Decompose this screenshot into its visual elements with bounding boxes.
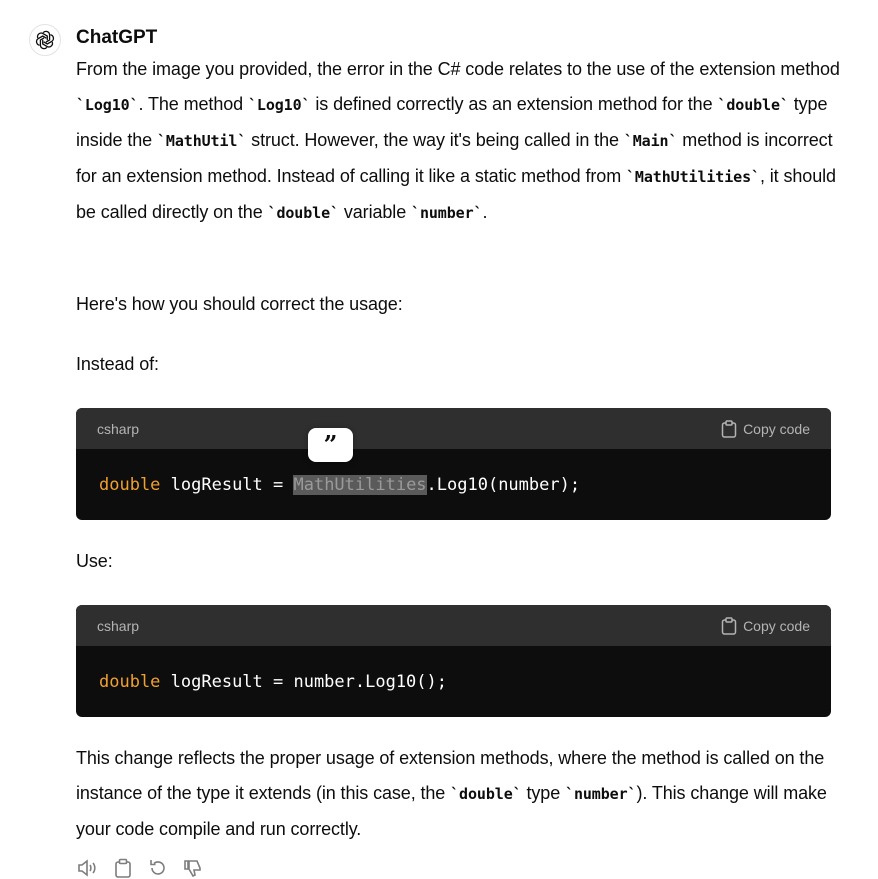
clipboard-icon: [721, 617, 737, 635]
paragraph-text: is defined correctly as an extension method for the: [310, 94, 718, 114]
paragraph-text: . The method: [138, 94, 248, 114]
response-paragraph-5: [76, 741, 846, 847]
paragraph-text: ). This change will make your code compile and run correctly.: [76, 783, 827, 839]
code-keyword: double: [99, 671, 161, 692]
copy-code-button[interactable]: [721, 420, 810, 438]
selected-code-text: MathUtilities: [293, 474, 427, 495]
response-paragraph-1: [76, 52, 846, 231]
inline-code: `Main`: [623, 132, 678, 150]
copy-code-button[interactable]: [721, 617, 810, 635]
inline-code: `Log10`: [76, 96, 139, 114]
code-block-header: [76, 408, 831, 449]
copy-code-label: Copy code: [743, 617, 810, 634]
code-text: logResult =: [160, 474, 294, 495]
openai-logo-icon: [34, 29, 56, 51]
regenerate-icon[interactable]: [146, 856, 169, 879]
code-text: .Log10(number);: [426, 474, 581, 495]
paragraph-text: variable: [338, 202, 412, 222]
chatgpt-avatar: [29, 24, 61, 56]
code-block-header: [76, 605, 831, 646]
code-keyword: double: [99, 474, 161, 495]
code-text: logResult = number.Log10();: [160, 671, 447, 692]
inline-code: `double`: [267, 204, 339, 222]
inline-code: `number`: [565, 785, 637, 803]
response-paragraph-2: Here's how you should correct the usage:: [76, 294, 403, 314]
speaker-icon[interactable]: [76, 856, 99, 879]
code-block-2: [76, 605, 831, 717]
inline-code: `MathUtilities`: [626, 168, 760, 186]
paragraph-text: method is incorrect for an extension method. Instead of calling it like a static method from: [76, 130, 833, 186]
paragraph-text: From the image you provided, the error in the C# code relates to the use of the extension method: [76, 59, 840, 79]
code-language-label: csharp: [97, 420, 140, 437]
message-actions: [76, 856, 204, 879]
paragraph-text: type inside the: [76, 94, 828, 150]
paragraph-text: struct. However, the way it's being called in the: [246, 130, 624, 150]
inline-code: `double`: [450, 785, 522, 803]
code-language-label: csharp: [97, 617, 140, 634]
paragraph-text: .: [482, 202, 488, 222]
paragraph-text: , it should be called directly on the: [76, 166, 836, 222]
inline-code: `Log10`: [247, 96, 311, 114]
response-paragraph-3: Instead of:: [76, 354, 159, 374]
response-paragraph-4: Use:: [76, 551, 113, 571]
thumbs-down-icon[interactable]: [181, 856, 204, 879]
copy-code-label: Copy code: [743, 420, 810, 437]
paragraph-text: type: [521, 783, 566, 803]
quote-selection-button[interactable]: ”: [308, 428, 353, 462]
inline-code: `MathUtil`: [156, 132, 247, 150]
author-name: ChatGPT: [76, 27, 158, 48]
code-block-1: [76, 408, 831, 520]
inline-code: `double`: [717, 96, 789, 114]
code-content[interactable]: [76, 646, 831, 717]
copy-icon[interactable]: [111, 856, 134, 879]
inline-code: `number`: [411, 204, 483, 222]
paragraph-text: This change reflects the proper usage of extension methods, where the method is called on the instance of the type it extends (in this case, the: [76, 748, 825, 803]
clipboard-icon: [721, 420, 737, 438]
code-content[interactable]: [76, 449, 831, 520]
